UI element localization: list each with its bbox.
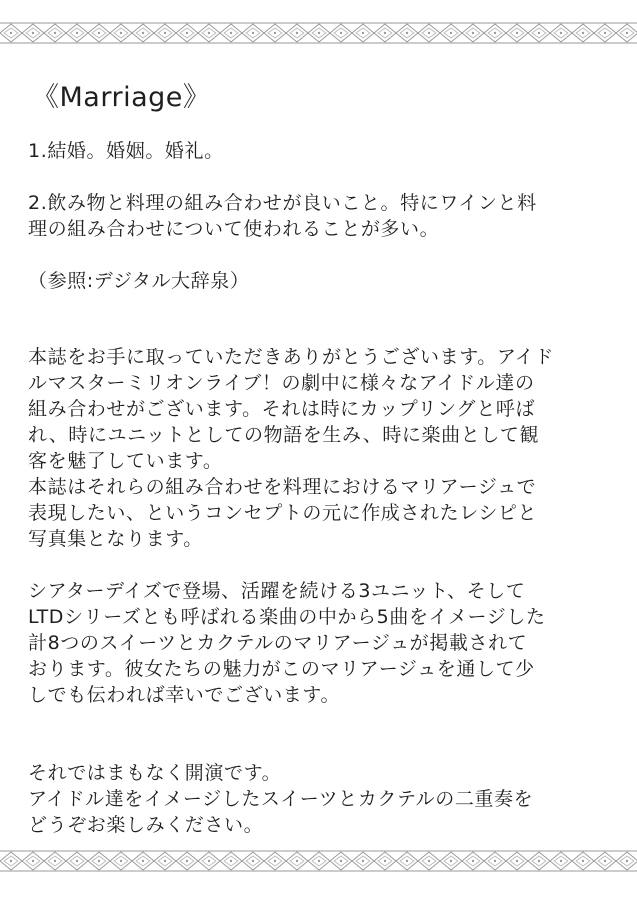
closing-paragraph: それではまもなく開演です。 アイドル達をイメージしたスイーツとカクテルの二重奏を どうぞお楽しみください。 bbox=[28, 762, 534, 836]
page-title: 《Marriage》 bbox=[32, 82, 211, 113]
decorative-border-bottom bbox=[0, 850, 637, 872]
decorative-border-top bbox=[0, 22, 637, 44]
units-paragraph: シアターデイズで登場、活躍を続ける3ユニット、そして LTDシリーズとも呼ばれる楽曲の中から5曲をイメージした 計8つのスイーツとカクテルのマリアージュが掲載されて おります。彼女たちの魅力がこのマリアージュを通して少 しでも伝われば幸いでございます。 bbox=[28, 580, 546, 706]
document-body bbox=[28, 80, 613, 838]
reference-note: （参照:デジタル大辞泉） bbox=[28, 270, 250, 292]
definition-1: 1.結婚。婚姻。婚礼。 bbox=[28, 140, 224, 162]
definition-2: 2.飲み物と料理の組み合わせが良いこと。特にワインと料 理の組み合わせについて使われることが多い。 bbox=[28, 192, 537, 240]
intro-paragraph: 本誌をお手に取っていただきありがとうございます。アイド ルマスターミリオンライブ！の劇中に様々なアイドル達の 組み合わせがございます。それは時にカップリングと呼ば れ、時にユニットとしての物語を生み、時に楽曲として観 客を魅了しています。 本誌はそれらの組み合わせを料理におけるマリアージュで 表現したい、というコンセプトの元に作成されたレシピと 写真集となります。 bbox=[28, 346, 554, 550]
